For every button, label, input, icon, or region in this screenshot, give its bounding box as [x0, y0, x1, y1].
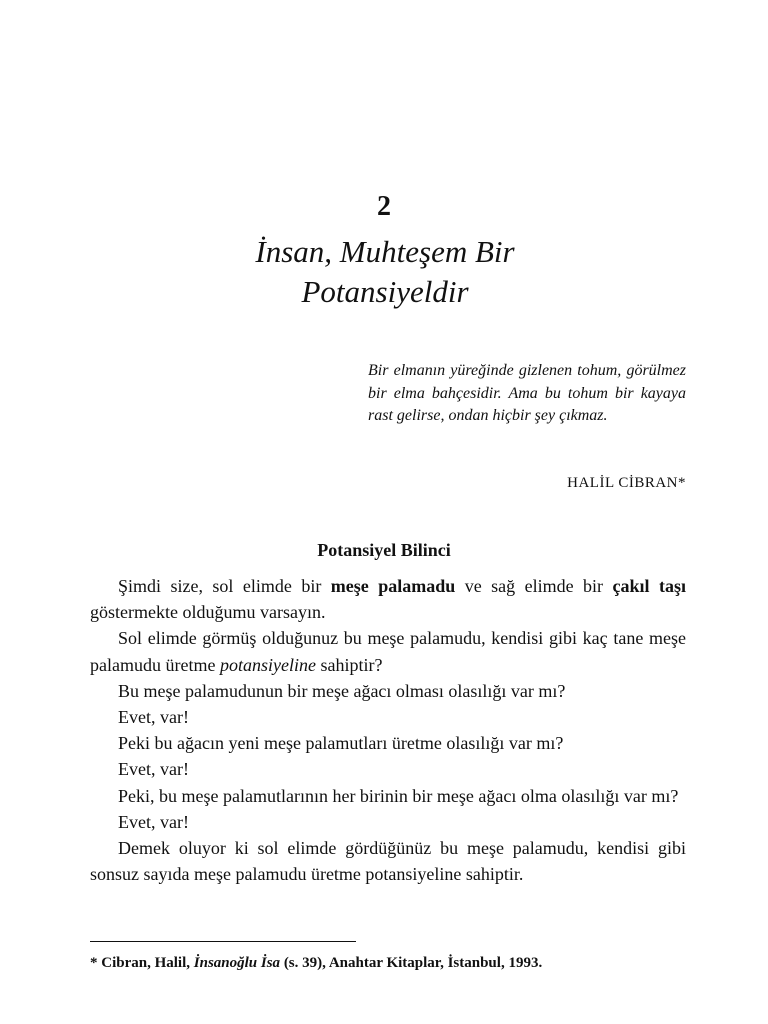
chapter-title — [140, 232, 630, 312]
chapter-number: 2 — [377, 191, 391, 222]
epigraph-quote: Bir elmanın yüreğinde gizlenen tohum, görülmez bir elma bahçesidir. Ama bu tohum bir kayaya rast gelirse, ondan hiçbir şey çıkmaz. — [368, 362, 686, 424]
paragraph: Evet, var! — [118, 811, 189, 832]
bold-term: çakıl taşı — [612, 576, 686, 596]
epigraph-author: HALİL CİBRAN* — [567, 475, 686, 491]
chapter-title-line-2: Potansiyeldir — [301, 274, 469, 309]
paragraph: Peki bu ağacın yeni meşe palamutları üretme olasılığı var mı? — [118, 733, 564, 754]
paragraph: Sol elimde görmüş olduğunuz bu meşe palamudu, kendisi gibi kaç tane meşe palamudu üretme potansiyeline sahiptir? — [90, 628, 686, 675]
bold-term: meşe palamadu — [330, 576, 456, 596]
paragraph: Bu meşe palamudunun bir meşe ağacı olması olasılığı var mı? — [118, 680, 566, 701]
paragraph: Şimdi size, sol elimde bir meşe palamadu ve sağ elimde bir çakıl taşı göstermekte olduğumu varsayın. — [90, 576, 686, 623]
italic-term: potansiyeline — [219, 654, 316, 675]
body-text — [90, 573, 686, 887]
section-heading: Potansiyel Bilinci — [317, 540, 451, 560]
paragraph: Evet, var! — [118, 707, 189, 728]
paragraph: Demek oluyor ki sol elimde gördüğünüz bu meşe palamudu, kendisi gibi sonsuz sayıda meşe palamudu üretme potansiyeline sahiptir. — [90, 838, 686, 885]
footnote-book-title: İnsanoğlu İsa — [193, 955, 281, 971]
footnote-divider — [90, 941, 356, 942]
chapter-title-line-1: İnsan, Muhteşem Bir — [255, 234, 515, 269]
paragraph: Evet, var! — [118, 759, 189, 780]
paragraph: Peki, bu meşe palamutlarının her birinin bir meşe ağacı olma olasılığı var mı? — [118, 785, 679, 806]
footnote: * Cibran, Halil, İnsanoğlu İsa (s. 39), Anahtar Kitaplar, İstanbul, 1993. — [90, 955, 543, 971]
